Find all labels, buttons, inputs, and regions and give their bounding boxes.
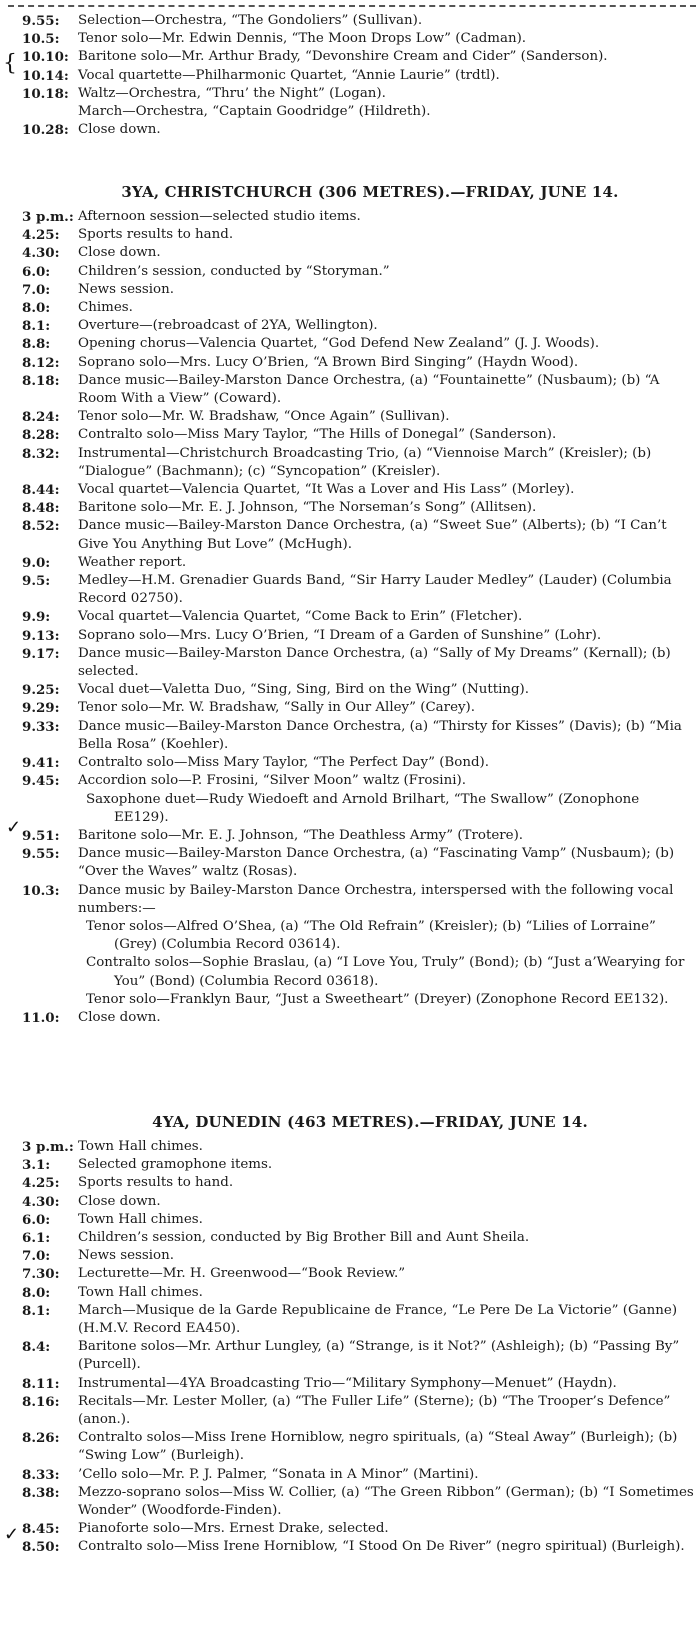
entry-time: 3 p.m.:: [22, 209, 74, 225]
entry-time: 10.14:: [22, 67, 69, 84]
listing-entry: [0, 481, 700, 499]
continuation-listing: [0, 12, 700, 139]
entry-text: Tenor solo—Mr. W. Bradshaw, “Once Again” (Sullivan).: [78, 409, 450, 425]
listing-entry: [0, 791, 700, 827]
entry-time: 9.17:: [22, 645, 60, 662]
entry-text: Selected gramophone items.: [78, 1157, 273, 1173]
margin-bracket-mark: {: [3, 51, 17, 76]
entry-text: Close down.: [78, 245, 161, 261]
entry-time: 9.55:: [22, 13, 60, 29]
listing-entry: [0, 699, 700, 717]
entry-time: 6.1:: [22, 1230, 51, 1247]
entry-text: Sports results to hand.: [78, 1175, 234, 1191]
entry-time: 8.0:: [22, 300, 51, 317]
entry-text: Children’s session, conducted by “Storyman.”: [78, 263, 390, 279]
entry-time: 4.25:: [22, 227, 60, 244]
listing-entry: [0, 1466, 700, 1484]
listing-entry: [0, 263, 700, 281]
entry-text: Close down.: [78, 122, 161, 138]
listing-entry: [0, 30, 700, 48]
listing-entry: [0, 299, 700, 317]
listing-entry: [0, 718, 700, 754]
entry-text: Accordion solo—P. Frosini, “Silver Moon” waltz (Frosini).: [78, 773, 466, 789]
margin-tick-mark: ✓: [6, 817, 22, 838]
christchurch-heading: 3YA, CHRISTCHURCH (306 METRES).—FRIDAY, JUNE 14.: [121, 183, 619, 201]
entry-time: 8.4:: [22, 1339, 51, 1356]
entry-time: 10.3:: [22, 882, 60, 899]
listing-entry: [0, 954, 700, 990]
entry-time: 9.41:: [22, 755, 60, 772]
entry-time: 9.0:: [22, 554, 51, 571]
listing-entry: [0, 1211, 700, 1229]
entry-text: Instrumental—Christchurch Broadcasting Trio, (a) “Viennoise March” (Kreisler); (b) “Dialogue” (Bachmann); (c) “Syncopation” (Kreisler).: [78, 445, 652, 479]
entry-text: Baritone solos—Mr. Arthur Lungley, (a) “Strange, is it Not?” (Ashleigh); (b) “Passing By” (Purcell).: [78, 1339, 680, 1373]
entry-text: Instrumental—4YA Broadcasting Trio—“Military Symphony—Menuet” (Haydn).: [78, 1375, 617, 1391]
listing-entry: [0, 12, 700, 30]
listing-entry: [0, 1193, 700, 1211]
top-rule: [8, 5, 696, 7]
entry-time: 10.18:: [22, 85, 69, 102]
listing-entry: [0, 1265, 700, 1283]
dunedin-section: [0, 1112, 700, 1557]
entry-text: Vocal quartet—Valencia Quartet, “Come Back to Erin” (Fletcher).: [78, 609, 523, 625]
listing-entry: [0, 281, 700, 299]
entry-text: Vocal duet—Valetta Duo, “Sing, Sing, Bird on the Wing” (Nutting).: [78, 682, 530, 698]
listing-entry: [0, 554, 700, 572]
entry-time: 3.1:: [22, 1157, 51, 1174]
entry-time: 4.30:: [22, 1193, 60, 1210]
entry-text: Mezzo-soprano solos—Miss W. Collier, (a) “The Green Ribbon” (German); (b) “I Sometimes Wonder” (Woodforde-Finden).: [78, 1484, 694, 1519]
listing-entry: [0, 1538, 700, 1556]
listing-entry: [0, 1229, 700, 1247]
entry-time: 8.33:: [22, 1466, 60, 1483]
entry-text: Dance music by Bailey-Marston Dance Orchestra, interspersed with the following vocal numbers:—: [78, 882, 674, 916]
entry-text: Vocal quartet—Valencia Quartet, “It Was a Lover and His Lass” (Morley).: [78, 482, 575, 498]
entry-text: Weather report.: [78, 554, 187, 570]
entry-text: Contralto solo—Miss Mary Taylor, “The Perfect Day” (Bond).: [78, 755, 490, 771]
entry-time: 8.18:: [22, 372, 60, 389]
entry-time: 9.51:: [22, 827, 60, 844]
entry-text: Pianoforte solo—Mrs. Ernest Drake, selected.: [78, 1521, 389, 1537]
entry-text: Close down.: [78, 1009, 161, 1025]
listing-entry: [0, 918, 700, 954]
entry-text: Vocal quartette—Philharmonic Quartet, “Annie Laurie” (trdtl).: [78, 67, 500, 83]
entry-time: 8.12:: [22, 354, 60, 371]
listing-entry: [0, 354, 700, 372]
listing-entry: [0, 754, 700, 772]
entry-time: 8.16:: [22, 1393, 60, 1410]
listing-entry: [0, 991, 700, 1009]
entry-time: 8.11:: [22, 1375, 60, 1392]
entry-text: Dance music—Bailey-Marston Dance Orchestra, (a) “Thirsty for Kisses” (Davis); (b) “Mia Bella Rosa” (Koehler).: [78, 718, 682, 752]
entry-time: 6.0:: [22, 1211, 51, 1228]
entry-text: March—Orchestra, “Captain Goodridge” (Hildreth).: [78, 104, 431, 120]
entry-text: Close down.: [78, 1193, 161, 1209]
entry-time: 3 p.m.:: [22, 1139, 74, 1155]
listing-entry: [0, 1138, 700, 1156]
listing-entry: [0, 335, 700, 353]
listing-entry: [0, 1174, 700, 1192]
listing-entry: [0, 681, 700, 699]
entry-text: Tenor solo—Franklyn Baur, “Just a Sweetheart” (Dreyer) (Zonophone Record EE132).: [86, 991, 669, 1007]
listing-entry: [0, 627, 700, 645]
listing-entry: [0, 317, 700, 335]
listing-entry: [0, 845, 700, 881]
entry-text: Recitals—Mr. Lester Moller, (a) “The Fuller Life” (Sterne); (b) “The Trooper’s Defence” (anon.).: [78, 1393, 671, 1428]
listing-entry: [0, 1375, 700, 1393]
listing-entry: [0, 772, 700, 790]
entry-time: 6.0:: [22, 263, 51, 280]
listing-entry: [0, 1484, 700, 1520]
entry-time: 8.48:: [22, 500, 60, 517]
entry-time: 8.24:: [22, 409, 60, 426]
listing-entry: [0, 1302, 700, 1338]
entry-text: Dance music—Bailey-Marston Dance Orchestra, (a) “Fascinating Vamp” (Nusbaum); (b) “Over the Waves” waltz (Rosas).: [78, 846, 675, 880]
entry-text: Waltz—Orchestra, “Thru’ the Night” (Logan).: [78, 85, 386, 101]
entry-time: 9.29:: [22, 700, 60, 717]
dunedin-entries: [0, 1138, 700, 1557]
listing-entry: [0, 121, 700, 139]
entry-time: 9.9:: [22, 609, 51, 626]
entry-text: Contralto solo—Miss Irene Horniblow, “I Stood On De River” (negro spiritual) (Burleigh).: [78, 1539, 685, 1555]
margin-tick-mark-2: ✓: [4, 1524, 20, 1545]
listing-entry: [0, 1284, 700, 1302]
listing-entry: [0, 372, 700, 408]
entry-text: Contralto solos—Miss Irene Horniblow, negro spirituals, (a) “Steal Away” (Burleigh); (b) “Swing Low” (Burleigh).: [78, 1430, 678, 1464]
entry-time: 9.33:: [22, 718, 60, 735]
entry-text: Afternoon session—selected studio items.: [78, 209, 361, 224]
listing-entry: [0, 408, 700, 426]
listing-entry: [0, 67, 700, 85]
entry-time: 8.0:: [22, 1284, 51, 1301]
listing-entry: [0, 882, 700, 918]
entry-text: Medley—H.M. Grenadier Guards Band, “Sir Harry Lauder Medley” (Lauder) (Columbia Record 02750).: [78, 573, 672, 607]
christchurch-entries: [0, 208, 700, 1027]
entry-text: Selection—Orchestra, “The Gondoliers” (Sullivan).: [78, 13, 423, 28]
listing-entry: [0, 85, 700, 103]
listing-entry: [0, 426, 700, 444]
entry-time: 8.8:: [22, 336, 51, 353]
entry-text: News session.: [78, 1248, 174, 1264]
entry-text: Baritone solo—Mr. Arthur Brady, “Devonshire Cream and Cider” (Sanderson).: [78, 49, 608, 65]
entry-text: Contralto solos—Sophie Braslau, (a) “I Love You, Truly” (Bond); (b) “Just a’Wearying for You” (Bond) (Columbia Record 03618).: [86, 955, 685, 989]
entry-time: 9.5:: [22, 573, 51, 590]
entry-text: Town Hall chimes.: [78, 1139, 203, 1154]
listing-entry: [0, 226, 700, 244]
entry-time: 7.0:: [22, 281, 51, 298]
entry-text: Town Hall chimes.: [78, 1284, 203, 1300]
entry-time: 4.25:: [22, 1175, 60, 1192]
entry-time: 11.0:: [22, 1009, 60, 1026]
listing-entry: [0, 1156, 700, 1174]
entry-time: 8.45:: [22, 1521, 60, 1538]
christchurch-section: [0, 182, 700, 1027]
listing-entry: [0, 517, 700, 553]
listing-entry: [0, 1429, 700, 1465]
entry-time: 8.50:: [22, 1539, 60, 1556]
entry-time: 9.55:: [22, 846, 60, 863]
dunedin-heading: 4YA, DUNEDIN (463 METRES).—FRIDAY, JUNE 14.: [152, 1113, 588, 1131]
listing-entry: [0, 445, 700, 481]
entry-time: 8.28:: [22, 427, 60, 444]
entry-time: 8.32:: [22, 445, 60, 462]
entry-time: 7.30:: [22, 1266, 60, 1283]
listing-entry: [0, 244, 700, 262]
listing-entry: [0, 1393, 700, 1429]
entry-time: 8.26:: [22, 1430, 60, 1447]
listing-entry: [0, 572, 700, 608]
entry-time: 7.0:: [22, 1248, 51, 1265]
entry-text: Contralto solo—Miss Mary Taylor, “The Hills of Donegal” (Sanderson).: [78, 427, 557, 443]
entry-time: 8.52:: [22, 518, 60, 535]
entry-text: ’Cello solo—Mr. P. J. Palmer, “Sonata in A Minor” (Martini).: [78, 1466, 479, 1482]
entry-time: 8.1:: [22, 1302, 51, 1319]
entry-text: Opening chorus—Valencia Quartet, “God Defend New Zealand” (J. J. Woods).: [78, 336, 600, 352]
entry-time: 8.1:: [22, 318, 51, 335]
entry-text: Tenor solo—Mr. Edwin Dennis, “The Moon Drops Low” (Cadman).: [78, 31, 527, 47]
entry-text: Overture—(rebroadcast of 2YA, Wellington).: [78, 318, 378, 334]
entry-time: 4.30:: [22, 245, 60, 262]
listing-entry: [0, 645, 700, 681]
entry-text: Children’s session, conducted by Big Brother Bill and Aunt Sheila.: [78, 1230, 530, 1246]
entry-time: 8.44:: [22, 482, 60, 499]
entry-text: Lecturette—Mr. H. Greenwood—“Book Review.”: [78, 1266, 406, 1282]
entry-text: Soprano solo—Mrs. Lucy O’Brien, “I Dream of a Garden of Sunshine” (Lohr).: [78, 627, 602, 643]
entry-text: Tenor solo—Mr. W. Bradshaw, “Sally in Our Alley” (Carey).: [78, 700, 476, 716]
entry-text: Chimes.: [78, 300, 133, 316]
listing-entry: [0, 1338, 700, 1374]
entry-text: Sports results to hand.: [78, 227, 234, 243]
entry-text: Dance music—Bailey-Marston Dance Orchestra, (a) “Fountainette” (Nusbaum); (b) “A Room With a View” (Coward).: [78, 372, 660, 407]
entry-time: 10.10:: [22, 49, 69, 66]
entry-text: March—Musique de la Garde Republicaine de France, “Le Pere De La Victorie” (Ganne) (H.M.V. Record EA450).: [78, 1302, 678, 1337]
entry-text: Tenor solos—Alfred O’Shea, (a) “The Old Refrain” (Kreisler); (b) “Lilies of Lorraine” (Grey) (Columbia Record 03614).: [86, 918, 656, 953]
entry-time: 10.28:: [22, 122, 69, 139]
listing-entry: [0, 1520, 700, 1538]
entry-time: 9.25:: [22, 682, 60, 699]
entry-text: Dance music—Bailey-Marston Dance Orchestra, (a) “Sweet Sue” (Alberts); (b) “I Can’t Give You Anything But Love” (McHugh).: [78, 518, 667, 552]
entry-time: 10.5:: [22, 31, 60, 48]
entry-time: 9.13:: [22, 627, 60, 644]
entry-text: Soprano solo—Mrs. Lucy O’Brien, “A Brown Bird Singing” (Haydn Wood).: [78, 354, 579, 370]
listing-entry: [0, 208, 700, 226]
listing-entry: [0, 827, 700, 845]
entry-text: News session.: [78, 281, 174, 297]
entry-time: 9.45:: [22, 773, 60, 790]
listing-entry: [0, 48, 700, 66]
entry-text: Town Hall chimes.: [78, 1211, 203, 1227]
listing-entry: [0, 608, 700, 626]
listing-entry: [0, 103, 700, 121]
entry-text: Baritone solo—Mr. E. J. Johnson, “The Norseman’s Song” (Allitsen).: [78, 500, 537, 516]
entry-text: Dance music—Bailey-Marston Dance Orchestra, (a) “Sally of My Dreams” (Kernall); (b) selected.: [78, 645, 671, 680]
entry-text: Saxophone duet—Rudy Wiedoeft and Arnold Brilhart, “The Swallow” (Zonophone EE129).: [86, 791, 640, 825]
entry-time: 8.38:: [22, 1484, 60, 1501]
entry-text: Baritone solo—Mr. E. J. Johnson, “The Deathless Army” (Trotere).: [78, 827, 524, 843]
listing-entry: [0, 1247, 700, 1265]
listing-entry: [0, 1009, 700, 1027]
listing-entry: [0, 499, 700, 517]
